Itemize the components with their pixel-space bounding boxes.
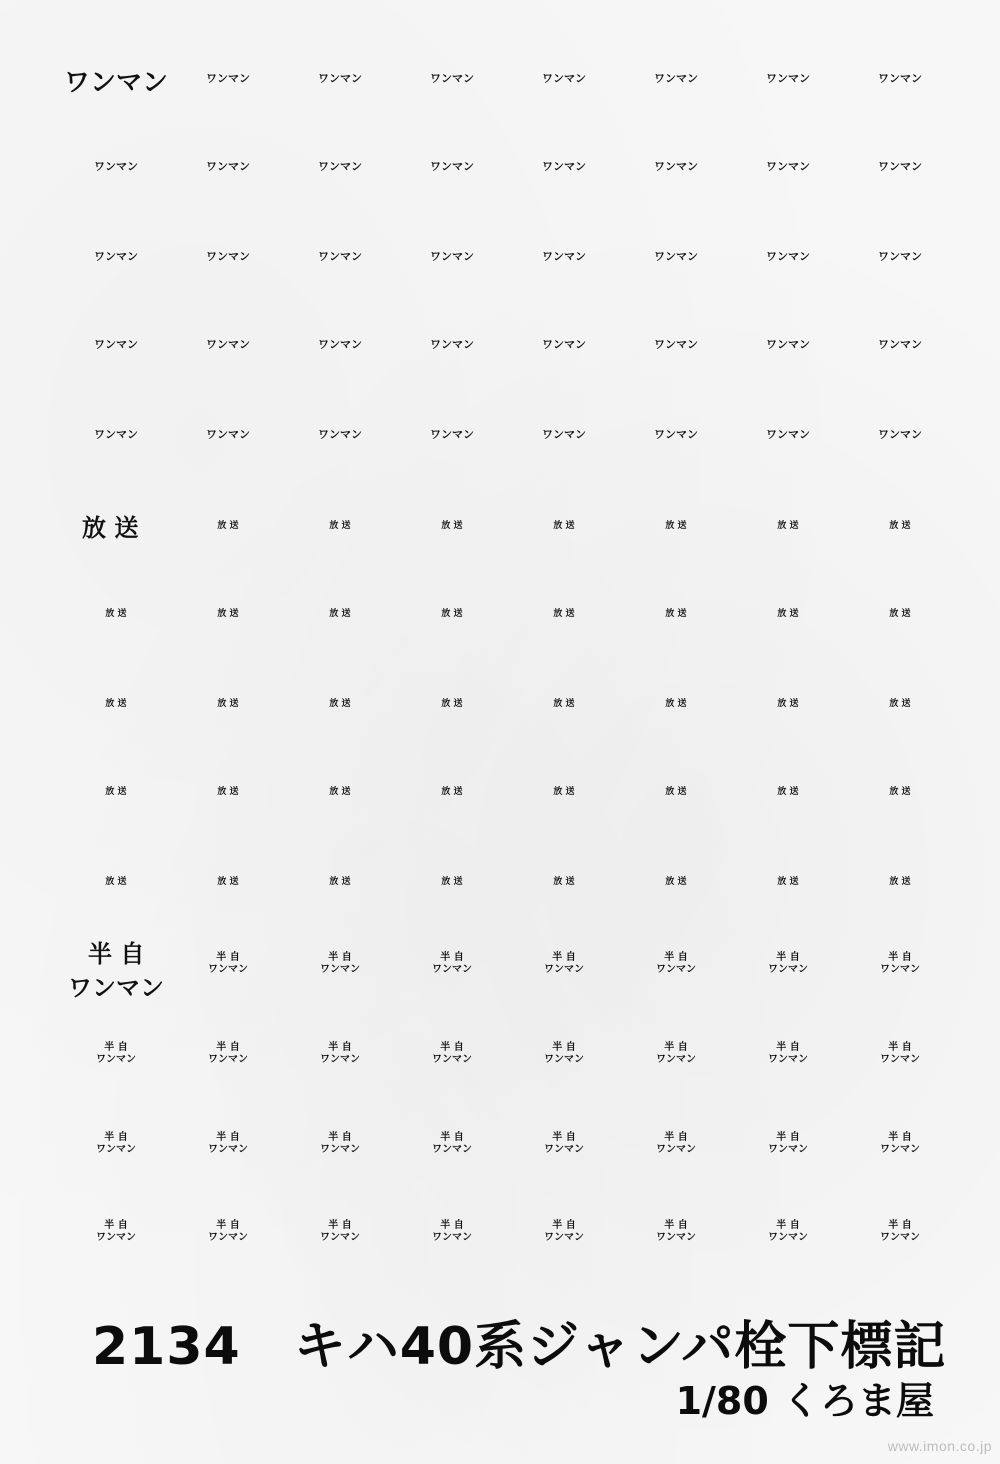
wanman-decal [732, 424, 844, 442]
wanman-decal [844, 334, 956, 352]
housou-decal-text: 放 送 [441, 609, 463, 619]
wanman-decal [172, 424, 284, 442]
housou-decal [284, 780, 396, 798]
hanji-wanman-decal [844, 1132, 956, 1155]
product-subtitle: 1/80 くろま屋 [675, 1379, 934, 1423]
hanji-decal-line1: 半 自 [440, 1042, 464, 1053]
wanman-decal-text: ワンマン [318, 428, 362, 441]
wanman-decal-text: ワンマン [878, 338, 922, 351]
housou-decal-text: 放 送 [889, 699, 911, 709]
hanji-decal-line1: 半 自 [888, 952, 912, 963]
hanji-decal-line1: 半 自 [104, 1132, 128, 1143]
wanman-decal [508, 424, 620, 442]
hanji-decal-line1: 半 自 [328, 1132, 352, 1143]
hanji-decal-line1: 半 自 [328, 952, 352, 963]
wanman-decal-text: ワンマン [878, 250, 922, 263]
wanman-decal-text: ワンマン [542, 250, 586, 263]
wanman-decal [172, 68, 284, 86]
hanji-wanman-decal [620, 1220, 732, 1243]
housou-decal [508, 870, 620, 888]
housou-decal-text: 放 送 [329, 521, 351, 531]
wanman-decal-text: ワンマン [318, 250, 362, 263]
wanman-decal [508, 156, 620, 174]
wanman-large-label: ワンマン [64, 68, 169, 98]
housou-decal-text: 放 送 [665, 787, 687, 797]
wanman-decal-text: ワンマン [430, 160, 474, 173]
watermark: www.imon.co.jp [887, 1438, 992, 1454]
wanman-decal-text: ワンマン [766, 250, 810, 263]
hanji-decal-line2: ワンマン [96, 1143, 136, 1155]
housou-decal-text: 放 送 [553, 699, 575, 709]
hanji-wanman-decal [172, 952, 284, 975]
hanji-decal-line1: 半 自 [216, 952, 240, 963]
hanji-decal-line2: ワンマン [544, 963, 584, 975]
wanman-decal-text: ワンマン [542, 72, 586, 85]
wanman-decal-text: ワンマン [654, 250, 698, 263]
wanman-decal [396, 334, 508, 352]
housou-decal-text: 放 送 [553, 787, 575, 797]
wanman-decal [508, 334, 620, 352]
housou-decal-text: 放 送 [665, 609, 687, 619]
wanman-decal [732, 334, 844, 352]
hanji-wanman-decal [284, 1132, 396, 1155]
housou-decal [172, 692, 284, 710]
housou-decal-text: 放 送 [329, 877, 351, 887]
hanji-decal-line2: ワンマン [320, 963, 360, 975]
hanji-decal-line1: 半 自 [552, 1220, 576, 1231]
hanji-decal-line1: 半 自 [328, 1220, 352, 1231]
wanman-decal [284, 68, 396, 86]
housou-decal-text: 放 送 [553, 609, 575, 619]
housou-decal [508, 514, 620, 532]
hanji-wanman-decal [284, 952, 396, 975]
hanji-wanman-decal [396, 1132, 508, 1155]
hanji-wanman-decal [508, 1220, 620, 1243]
hanji-decal-line1: 半 自 [888, 1220, 912, 1231]
hanji-wanman-decal [844, 1042, 956, 1065]
hanji-decal-line2: ワンマン [768, 1231, 808, 1243]
hanji-large-label-line1: 半 自 [88, 940, 145, 968]
wanman-decal-text: ワンマン [542, 428, 586, 441]
hanji-decal-line1: 半 自 [440, 952, 464, 963]
wanman-decal-text: ワンマン [766, 338, 810, 351]
housou-decal-text: 放 送 [553, 877, 575, 887]
hanji-decal-line1: 半 自 [440, 1132, 464, 1143]
wanman-decal [844, 68, 956, 86]
wanman-decal-text: ワンマン [430, 72, 474, 85]
housou-decal [732, 870, 844, 888]
housou-decal-text: 放 送 [777, 699, 799, 709]
wanman-decal [396, 156, 508, 174]
hanji-decal-line2: ワンマン [432, 1053, 472, 1065]
hanji-decal-line2: ワンマン [880, 1231, 920, 1243]
housou-decal [844, 514, 956, 532]
wanman-decal [396, 246, 508, 264]
wanman-decal-text: ワンマン [654, 72, 698, 85]
wanman-decal-text: ワンマン [654, 160, 698, 173]
housou-decal-text: 放 送 [889, 609, 911, 619]
wanman-decal-text: ワンマン [94, 428, 138, 441]
hanji-decal-line2: ワンマン [544, 1231, 584, 1243]
wanman-decal [620, 246, 732, 264]
hanji-decal-line2: ワンマン [656, 1053, 696, 1065]
hanji-wanman-decal [396, 952, 508, 975]
housou-decal-text: 放 送 [441, 699, 463, 709]
hanji-wanman-decal [844, 952, 956, 975]
wanman-decal-text: ワンマン [206, 250, 250, 263]
hanji-decal-line1: 半 自 [216, 1132, 240, 1143]
housou-decal-text: 放 送 [105, 609, 127, 619]
hanji-decal-line2: ワンマン [208, 1231, 248, 1243]
housou-decal-text: 放 送 [777, 877, 799, 887]
hanji-wanman-decal [620, 952, 732, 975]
hanji-decal-line2: ワンマン [96, 1053, 136, 1065]
wanman-decal-text: ワンマン [206, 338, 250, 351]
hanji-decal-line2: ワンマン [544, 1143, 584, 1155]
housou-decal-text: 放 送 [105, 787, 127, 797]
hanji-wanman-decal [508, 952, 620, 975]
wanman-decal [172, 156, 284, 174]
housou-decal [172, 870, 284, 888]
hanji-wanman-decal [60, 1042, 172, 1065]
hanji-wanman-decal [284, 1042, 396, 1065]
hanji-decal-line2: ワンマン [768, 963, 808, 975]
wanman-decal-text: ワンマン [94, 338, 138, 351]
hanji-wanman-decal [732, 952, 844, 975]
wanman-decal [284, 156, 396, 174]
housou-decal [732, 602, 844, 620]
wanman-decal-text: ワンマン [654, 338, 698, 351]
housou-decal-text: 放 送 [217, 787, 239, 797]
housou-decal-text: 放 送 [889, 521, 911, 531]
wanman-decal-text: ワンマン [430, 250, 474, 263]
wanman-decal-text: ワンマン [318, 338, 362, 351]
housou-decal-text: 放 送 [217, 877, 239, 887]
hanji-wanman-decal [508, 1132, 620, 1155]
wanman-decal [60, 156, 172, 174]
housou-decal-text: 放 送 [553, 521, 575, 531]
housou-decal [172, 602, 284, 620]
housou-decal-text: 放 送 [105, 877, 127, 887]
wanman-decal-text: ワンマン [206, 160, 250, 173]
hanji-decal-line1: 半 自 [104, 1220, 128, 1231]
wanman-decal [732, 156, 844, 174]
housou-decal-text: 放 送 [329, 787, 351, 797]
wanman-decal [508, 68, 620, 86]
housou-decal-text: 放 送 [665, 877, 687, 887]
hanji-decal-line2: ワンマン [320, 1053, 360, 1065]
housou-decal [284, 870, 396, 888]
wanman-decal-text: ワンマン [318, 160, 362, 173]
hanji-wanman-decal [172, 1042, 284, 1065]
wanman-decal [620, 424, 732, 442]
housou-large-label: 放 送 [82, 514, 139, 542]
hanji-wanman-decal [284, 1220, 396, 1243]
housou-decal [60, 870, 172, 888]
wanman-decal [508, 246, 620, 264]
wanman-decal [172, 246, 284, 264]
hanji-decal-line1: 半 自 [104, 1042, 128, 1053]
housou-decal [284, 692, 396, 710]
wanman-decal [844, 246, 956, 264]
hanji-wanman-decal [620, 1042, 732, 1065]
hanji-wanman-decal [620, 1132, 732, 1155]
housou-decal [396, 602, 508, 620]
wanman-decal [620, 156, 732, 174]
hanji-wanman-decal [844, 1220, 956, 1243]
housou-decal-text: 放 送 [665, 521, 687, 531]
housou-decal-text: 放 送 [889, 787, 911, 797]
wanman-decal [844, 424, 956, 442]
hanji-decal-line2: ワンマン [768, 1143, 808, 1155]
hanji-decal-line1: 半 自 [552, 952, 576, 963]
wanman-decal [732, 68, 844, 86]
housou-decal [732, 514, 844, 532]
housou-decal [396, 780, 508, 798]
housou-decal [172, 514, 284, 532]
hanji-wanman-decal [732, 1220, 844, 1243]
housou-decal-text: 放 送 [329, 699, 351, 709]
housou-decal [60, 692, 172, 710]
hanji-large-label-line2: ワンマン [68, 974, 164, 1002]
hanji-decal-line1: 半 自 [552, 1132, 576, 1143]
hanji-decal-line2: ワンマン [432, 1143, 472, 1155]
wanman-decal [284, 334, 396, 352]
wanman-decal-text: ワンマン [542, 160, 586, 173]
wanman-decal-text: ワンマン [94, 250, 138, 263]
hanji-decal-line1: 半 自 [216, 1042, 240, 1053]
housou-decal [508, 602, 620, 620]
housou-decal-text: 放 送 [441, 877, 463, 887]
housou-decal [396, 870, 508, 888]
wanman-decal-text: ワンマン [430, 428, 474, 441]
housou-decal [60, 602, 172, 620]
hanji-decal-line2: ワンマン [320, 1143, 360, 1155]
wanman-decal-text: ワンマン [318, 72, 362, 85]
housou-decal [620, 514, 732, 532]
wanman-decal [396, 424, 508, 442]
housou-decal-text: 放 送 [777, 787, 799, 797]
hanji-wanman-decal [60, 1220, 172, 1243]
wanman-decal [60, 246, 172, 264]
housou-decal-text: 放 送 [665, 699, 687, 709]
housou-decal-text: 放 送 [889, 877, 911, 887]
hanji-decal-line1: 半 自 [776, 952, 800, 963]
hanji-decal-line1: 半 自 [776, 1220, 800, 1231]
hanji-wanman-decal [172, 1132, 284, 1155]
wanman-decal [732, 246, 844, 264]
housou-decal-text: 放 送 [217, 699, 239, 709]
hanji-wanman-decal [732, 1132, 844, 1155]
wanman-decal-text: ワンマン [878, 160, 922, 173]
hanji-decal-line2: ワンマン [544, 1053, 584, 1065]
wanman-decal-text: ワンマン [94, 160, 138, 173]
housou-decal-text: 放 送 [105, 699, 127, 709]
hanji-decal-line1: 半 自 [776, 1132, 800, 1143]
wanman-decal [60, 334, 172, 352]
hanji-decal-line1: 半 自 [664, 1132, 688, 1143]
hanji-wanman-decal [396, 1220, 508, 1243]
hanji-decal-line1: 半 自 [552, 1042, 576, 1053]
hanji-decal-line1: 半 自 [664, 1042, 688, 1053]
housou-decal [732, 780, 844, 798]
housou-decal-text: 放 送 [217, 609, 239, 619]
hanji-decal-line2: ワンマン [656, 963, 696, 975]
housou-decal [620, 870, 732, 888]
wanman-decal-text: ワンマン [430, 338, 474, 351]
hanji-wanman-decal [396, 1042, 508, 1065]
wanman-decal-text: ワンマン [654, 428, 698, 441]
wanman-decal-text: ワンマン [206, 428, 250, 441]
wanman-decal-text: ワンマン [766, 160, 810, 173]
hanji-decal-line2: ワンマン [768, 1053, 808, 1065]
hanji-decal-line2: ワンマン [208, 1143, 248, 1155]
wanman-decal [284, 424, 396, 442]
wanman-decal [620, 68, 732, 86]
hanji-decal-line2: ワンマン [320, 1231, 360, 1243]
hanji-decal-line1: 半 自 [664, 952, 688, 963]
wanman-decal-text: ワンマン [206, 72, 250, 85]
wanman-decal [284, 246, 396, 264]
housou-decal [844, 780, 956, 798]
hanji-decal-line2: ワンマン [880, 1143, 920, 1155]
hanji-decal-line2: ワンマン [880, 1053, 920, 1065]
wanman-decal [60, 424, 172, 442]
hanji-wanman-decal [60, 1132, 172, 1155]
housou-decal [396, 692, 508, 710]
hanji-wanman-decal [732, 1042, 844, 1065]
product-title: 2134 キハ40系ジャンパ栓下標記 [92, 1317, 947, 1377]
wanman-decal-text: ワンマン [766, 72, 810, 85]
housou-decal-text: 放 送 [777, 521, 799, 531]
housou-decal-text: 放 送 [441, 787, 463, 797]
housou-decal [620, 602, 732, 620]
housou-decal [620, 692, 732, 710]
wanman-decal [620, 334, 732, 352]
housou-decal [844, 692, 956, 710]
housou-decal [172, 780, 284, 798]
housou-decal [732, 692, 844, 710]
hanji-decal-line1: 半 自 [328, 1042, 352, 1053]
hanji-decal-line1: 半 自 [216, 1220, 240, 1231]
hanji-decal-line2: ワンマン [880, 963, 920, 975]
housou-decal [284, 602, 396, 620]
housou-decal-text: 放 送 [329, 609, 351, 619]
housou-decal [844, 870, 956, 888]
wanman-decal-text: ワンマン [878, 72, 922, 85]
wanman-decal-text: ワンマン [878, 428, 922, 441]
housou-decal-text: 放 送 [217, 521, 239, 531]
housou-decal [620, 780, 732, 798]
wanman-decal-text: ワンマン [542, 338, 586, 351]
housou-decal [508, 692, 620, 710]
wanman-decal [396, 68, 508, 86]
hanji-decal-line2: ワンマン [656, 1143, 696, 1155]
housou-decal [844, 602, 956, 620]
hanji-decal-line2: ワンマン [208, 963, 248, 975]
hanji-decal-line2: ワンマン [208, 1053, 248, 1065]
hanji-decal-line1: 半 自 [888, 1042, 912, 1053]
wanman-decal-text: ワンマン [766, 428, 810, 441]
hanji-decal-line2: ワンマン [432, 1231, 472, 1243]
housou-decal [508, 780, 620, 798]
hanji-decal-line2: ワンマン [656, 1231, 696, 1243]
hanji-decal-line1: 半 自 [888, 1132, 912, 1143]
hanji-wanman-decal [508, 1042, 620, 1065]
housou-decal-text: 放 送 [777, 609, 799, 619]
hanji-decal-line1: 半 自 [440, 1220, 464, 1231]
housou-decal [60, 780, 172, 798]
housou-decal [284, 514, 396, 532]
hanji-decal-line1: 半 自 [776, 1042, 800, 1053]
hanji-decal-line2: ワンマン [96, 1231, 136, 1243]
hanji-decal-line1: 半 自 [664, 1220, 688, 1231]
wanman-decal [172, 334, 284, 352]
hanji-wanman-decal [172, 1220, 284, 1243]
hanji-decal-line2: ワンマン [432, 963, 472, 975]
housou-decal [396, 514, 508, 532]
housou-decal-text: 放 送 [441, 521, 463, 531]
wanman-decal [844, 156, 956, 174]
